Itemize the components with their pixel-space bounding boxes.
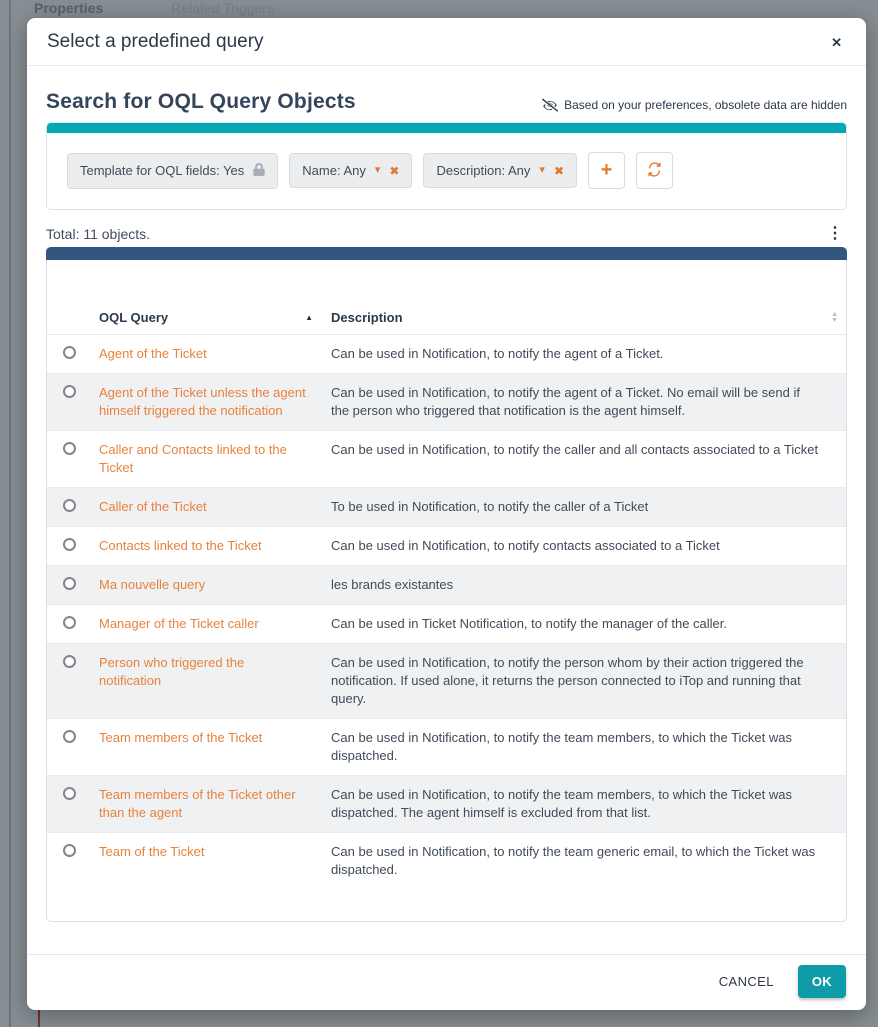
- row-radio-button[interactable]: [63, 538, 76, 551]
- results-table: [47, 302, 846, 889]
- row-radio-button[interactable]: [63, 787, 76, 800]
- criterion-description[interactable]: [423, 153, 577, 188]
- criterion-label: Description: Any: [436, 163, 531, 178]
- background-tab-related-triggers: Related Triggers: [171, 0, 274, 16]
- search-criteria-panel: [46, 122, 847, 210]
- chevron-down-icon[interactable]: ▾: [539, 164, 545, 176]
- dialog-header: [27, 18, 866, 66]
- table-row[interactable]: [47, 644, 846, 719]
- eye-slash-icon: [542, 98, 558, 112]
- sort-icon[interactable]: ▲ ▼: [831, 310, 838, 324]
- table-header-row: [47, 302, 846, 335]
- criterion-name[interactable]: [289, 153, 412, 188]
- row-radio-button[interactable]: [63, 385, 76, 398]
- remove-criterion-icon[interactable]: ✖: [389, 163, 400, 178]
- column-header-oql-query[interactable]: [91, 302, 323, 335]
- row-radio-button[interactable]: [63, 730, 76, 743]
- row-radio-button[interactable]: [63, 442, 76, 455]
- table-row[interactable]: [47, 488, 846, 527]
- search-heading: Search for OQL Query Objects: [46, 90, 356, 113]
- criteria-row: [47, 133, 846, 209]
- row-radio-button[interactable]: [63, 346, 76, 359]
- row-description: Can be used in Ticket Notification, to notify the manager of the caller.: [331, 616, 727, 631]
- row-radio-button[interactable]: [63, 655, 76, 668]
- row-description: To be used in Notification, to notify the caller of a Ticket: [331, 499, 649, 514]
- plus-icon: +: [600, 158, 613, 181]
- select-predefined-query-dialog: [27, 18, 866, 1010]
- add-criterion-button[interactable]: [588, 152, 625, 189]
- cancel-button[interactable]: CANCEL: [717, 966, 776, 997]
- table-row[interactable]: [47, 833, 846, 890]
- column-header-label: OQL Query: [99, 310, 169, 325]
- row-query-link[interactable]: Caller of the Ticket: [99, 499, 207, 514]
- total-count-label: Total: 11 objects.: [46, 226, 151, 242]
- row-description: Can be used in Notification, to notify the agent of a Ticket. No email will be send if the person who triggered that notification is the agent himself.: [331, 385, 800, 418]
- criterion-template-for-oql-fields[interactable]: [67, 153, 278, 189]
- row-description: Can be used in Notification, to notify the team members, to which the Ticket was dispatched. The agent himself is excluded from that list.: [331, 787, 792, 820]
- table-row[interactable]: [47, 776, 846, 833]
- chevron-down-icon[interactable]: ▾: [374, 164, 381, 176]
- background-panel-border: [9, 0, 11, 1027]
- row-query-link[interactable]: Manager of the Ticket caller: [99, 616, 259, 631]
- row-query-link[interactable]: Team members of the Ticket: [99, 730, 263, 745]
- background-fieldset-border: [38, 1008, 40, 1027]
- lock-icon: [253, 163, 265, 179]
- results-table-panel: [46, 247, 847, 922]
- table-row[interactable]: [47, 719, 846, 776]
- row-radio-button[interactable]: [63, 616, 76, 629]
- row-query-link[interactable]: Contacts linked to the Ticket: [99, 538, 262, 553]
- row-description: Can be used in Notification, to notify the person whom by their action triggered the notification. If used alone, it returns the person connected to iTop and running that query.: [331, 655, 804, 706]
- table-row[interactable]: [47, 335, 846, 374]
- table-row[interactable]: [47, 527, 846, 566]
- close-icon[interactable]: ✕: [827, 32, 846, 53]
- column-header-label: Description: [331, 310, 403, 325]
- row-query-link[interactable]: Team of the Ticket: [99, 844, 205, 859]
- dialog-body: [27, 66, 866, 954]
- row-radio-button[interactable]: [63, 844, 76, 857]
- row-query-link[interactable]: Agent of the Ticket unless the agent himself triggered the notification: [99, 385, 306, 418]
- row-description: Can be used in Notification, to notify the agent of a Ticket.: [331, 346, 664, 361]
- table-spacer: [47, 260, 846, 302]
- row-description: Can be used in Notification, to notify contacts associated to a Ticket: [331, 538, 720, 553]
- obsolete-note-text: Based on your preferences, obsolete data are hidden: [564, 98, 847, 112]
- results-toolbar: [46, 226, 847, 242]
- row-description: Can be used in Notification, to notify the team generic email, to which the Ticket was dispatched.: [331, 844, 816, 877]
- table-actions-menu-icon[interactable]: ⋮: [823, 226, 847, 242]
- row-description: les brands existantes: [331, 577, 454, 592]
- search-panel-accent-bar: [47, 123, 846, 133]
- ok-button[interactable]: OK: [798, 965, 846, 998]
- row-query-link[interactable]: Ma nouvelle query: [99, 577, 206, 592]
- row-radio-button[interactable]: [63, 577, 76, 590]
- table-row[interactable]: [47, 431, 846, 488]
- criterion-label: Template for OQL fields: Yes: [80, 163, 245, 178]
- row-radio-button[interactable]: [63, 499, 76, 512]
- refresh-button[interactable]: [636, 152, 673, 189]
- search-section-header: [46, 90, 847, 114]
- column-header-description[interactable]: [323, 302, 846, 335]
- row-description: Can be used in Notification, to notify the team members, to which the Ticket was dispatched.: [331, 730, 792, 763]
- obsolete-data-note: [542, 98, 847, 114]
- criterion-label: Name: Any: [302, 163, 366, 178]
- sort-ascending-icon[interactable]: ▲: [305, 313, 313, 322]
- table-row[interactable]: [47, 605, 846, 644]
- table-row[interactable]: [47, 374, 846, 431]
- row-query-link[interactable]: Person who triggered the notification: [99, 655, 245, 688]
- dialog-footer: [27, 954, 866, 1010]
- table-row[interactable]: [47, 566, 846, 605]
- row-query-link[interactable]: Team members of the Ticket other than the agent: [99, 787, 296, 820]
- column-header-select: [47, 302, 91, 335]
- table-accent-bar: [46, 247, 847, 260]
- dialog-title: Select a predefined query: [47, 31, 264, 52]
- row-query-link[interactable]: Agent of the Ticket: [99, 346, 207, 361]
- background-tab-properties: Properties: [34, 0, 104, 16]
- refresh-icon: [647, 162, 662, 180]
- row-query-link[interactable]: Caller and Contacts linked to the Ticket: [99, 442, 287, 475]
- row-description: Can be used in Notification, to notify the caller and all contacts associated to a Ticket: [331, 442, 819, 457]
- results-table-body: [47, 335, 846, 890]
- remove-criterion-icon[interactable]: ✖: [553, 163, 564, 178]
